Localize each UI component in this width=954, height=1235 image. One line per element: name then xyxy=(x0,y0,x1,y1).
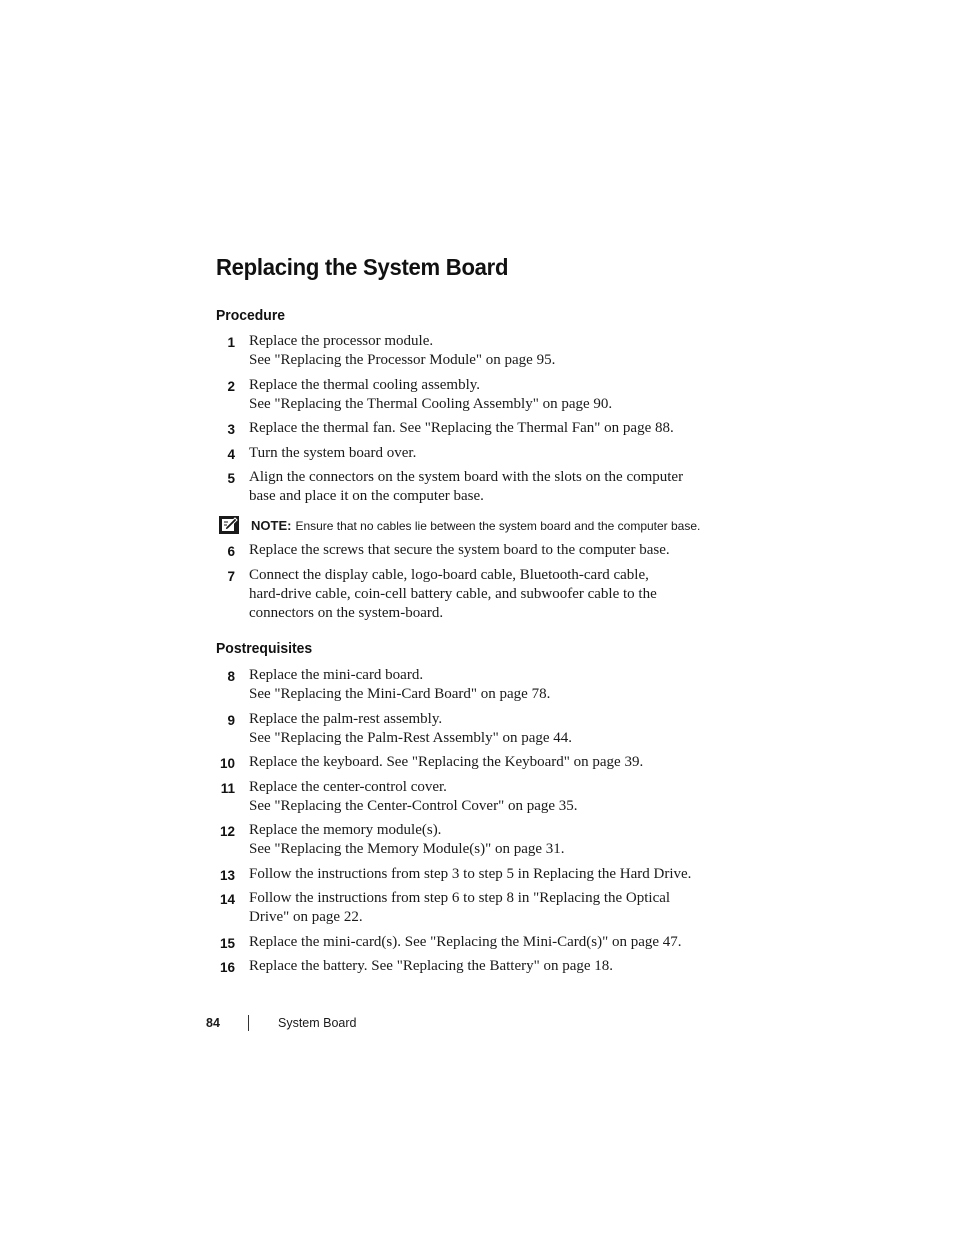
step-number: 16 xyxy=(219,960,235,975)
postrequisites-steps-list xyxy=(216,666,726,982)
step-item xyxy=(216,778,726,816)
step-text: Turn the system board over. xyxy=(249,444,417,461)
step-text: Follow the instructions from step 3 to step 5 in Replacing the Hard Drive. xyxy=(249,865,692,882)
note-text: Ensure that no cables lie between the system board and the computer base. xyxy=(295,519,701,533)
step-number: 12 xyxy=(219,824,235,839)
step-number: 8 xyxy=(227,669,235,684)
step-item xyxy=(216,865,726,884)
step-text: Replace the thermal cooling assembly. xyxy=(249,376,481,393)
step-number: 13 xyxy=(219,867,235,883)
page-title: Replacing the System Board xyxy=(216,254,509,280)
step-text: Follow the instructions from step 6 to step 8 in "Replacing the Optical xyxy=(249,890,671,906)
postrequisites-heading: Postrequisites xyxy=(216,640,313,657)
step-number: 11 xyxy=(220,780,235,796)
step-item xyxy=(216,332,726,370)
step-item xyxy=(216,821,726,859)
note-pencil-icon xyxy=(219,516,239,534)
step-text: Replace the memory module(s). xyxy=(249,822,442,838)
step-item xyxy=(216,957,726,976)
step-number: 4 xyxy=(227,446,235,462)
step-text-line: See "Replacing the Memory Module(s)" on page 31. xyxy=(249,841,565,857)
step-text-line: hard-drive cable, coin-cell battery cable, and subwoofer cable to the xyxy=(249,585,657,602)
step-item xyxy=(216,889,726,927)
page-number: 84 xyxy=(206,1016,220,1030)
step-number: 5 xyxy=(227,471,235,486)
step-text-line: connectors on the system-board. xyxy=(249,604,444,621)
step-number: 14 xyxy=(219,892,235,907)
step-text-line: See "Replacing the Thermal Cooling Assembly" on page 90. xyxy=(249,395,613,412)
step-text: Connect the display cable, logo-board cable, Bluetooth-card cable, xyxy=(249,566,649,583)
step-item xyxy=(216,541,726,560)
step-item xyxy=(216,444,726,463)
step-item xyxy=(216,468,726,506)
step-text-line: Drive" on page 22. xyxy=(249,909,363,925)
note-callout xyxy=(216,518,726,534)
step-text: Replace the mini-card(s). See "Replacing the Mini-Card(s)" on page 47. xyxy=(249,933,682,950)
step-item xyxy=(216,753,726,772)
step-text: Replace the battery. See "Replacing the Battery" on page 18. xyxy=(249,958,614,974)
footer-section-title: System Board xyxy=(278,1016,357,1030)
step-item xyxy=(216,419,726,438)
step-text: Replace the center-control cover. xyxy=(249,778,447,795)
step-number: 1 xyxy=(227,335,235,350)
step-text: Replace the screws that secure the system board to the computer base. xyxy=(249,542,670,558)
step-text-line: See "Replacing the Center-Control Cover" on page 35. xyxy=(249,797,578,814)
step-item xyxy=(216,666,726,704)
step-number: 3 xyxy=(227,422,235,437)
note-label: NOTE: xyxy=(251,518,292,533)
step-item xyxy=(216,376,726,414)
step-text: Replace the keyboard. See "Replacing the Keyboard" on page 39. xyxy=(249,754,644,770)
step-number: 10 xyxy=(219,756,235,771)
step-text: Replace the palm-rest assembly. xyxy=(249,710,443,727)
step-text: Replace the mini-card board. xyxy=(249,667,424,683)
step-text: Replace the thermal fan. See "Replacing the Thermal Fan" on page 88. xyxy=(249,420,674,436)
procedure-steps-list xyxy=(216,332,726,628)
step-text-line: base and place it on the computer base. xyxy=(249,488,484,504)
step-number: 2 xyxy=(227,378,235,394)
step-text-line: See "Replacing the Mini-Card Board" on page 78. xyxy=(249,686,551,702)
step-item xyxy=(216,710,726,748)
footer-divider xyxy=(248,1015,249,1031)
step-item xyxy=(216,933,726,952)
step-text: Replace the processor module. xyxy=(249,333,434,349)
step-number: 6 xyxy=(227,544,235,559)
procedure-heading: Procedure xyxy=(216,307,286,324)
step-text: Align the connectors on the system board with the slots on the computer xyxy=(249,469,684,485)
step-number: 15 xyxy=(219,935,235,951)
step-text-line: See "Replacing the Palm-Rest Assembly" on page 44. xyxy=(249,729,573,746)
step-number: 9 xyxy=(227,712,235,728)
step-item xyxy=(216,566,726,623)
step-number: 7 xyxy=(227,568,235,584)
step-text-line: See "Replacing the Processor Module" on page 95. xyxy=(249,352,556,368)
